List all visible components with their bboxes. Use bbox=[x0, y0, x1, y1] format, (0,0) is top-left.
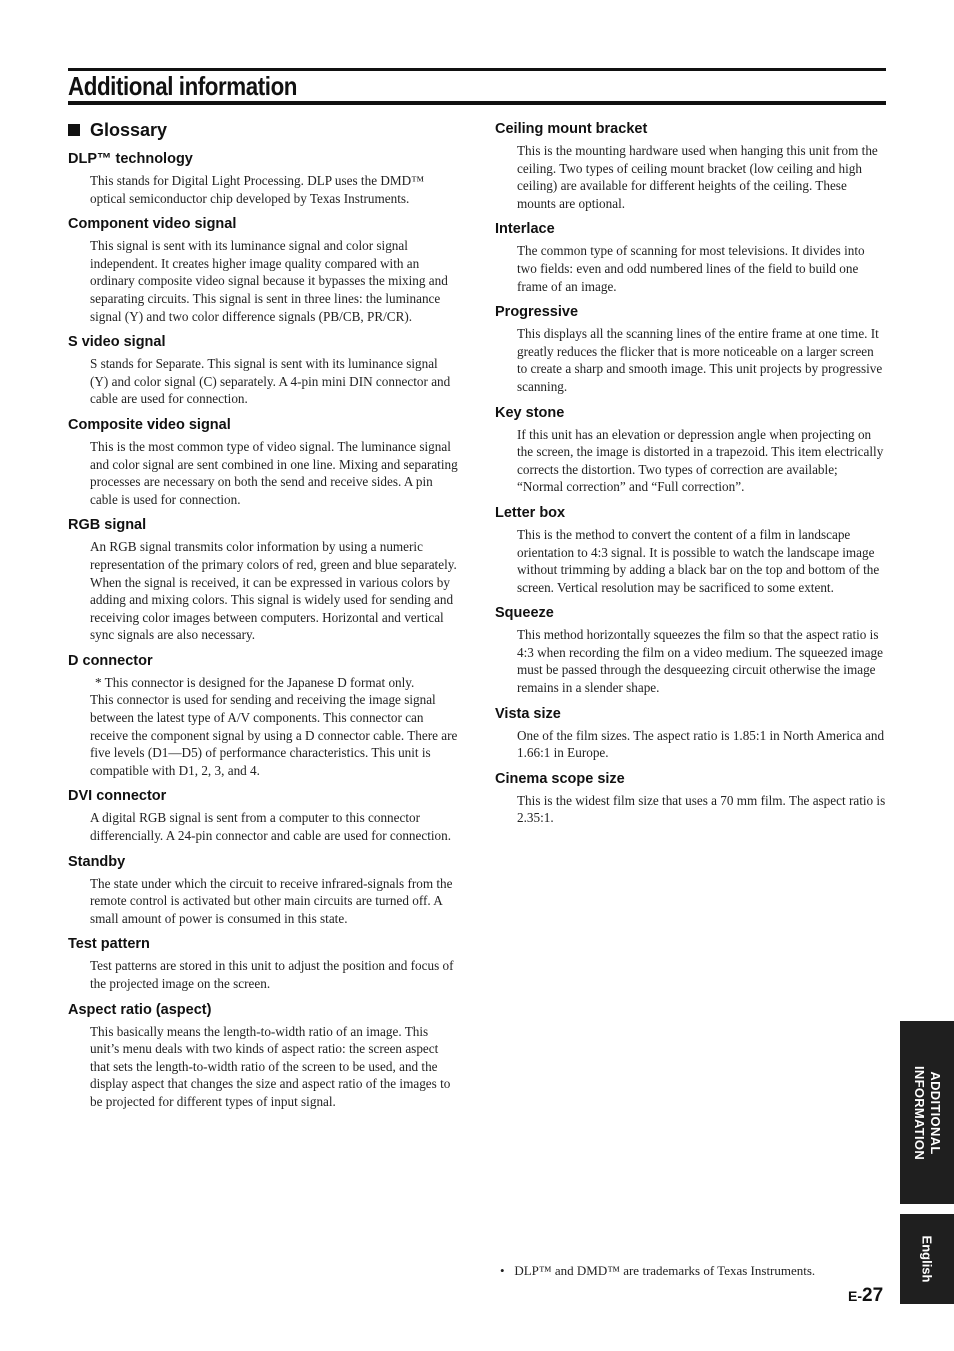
glossary-entry bbox=[68, 1001, 458, 1111]
glossary-definition: This is the most common type of video signal. The luminance signal and color signal are sent combined in one line. Mixing and separating processes are necessary on both the send and receive sides. A pin cable is used for connection. bbox=[90, 438, 458, 507]
glossary-term: DLP™ technology bbox=[68, 151, 193, 167]
glossary-entry bbox=[68, 333, 458, 408]
glossary-entry bbox=[495, 604, 887, 696]
glossary-definition: This signal is sent with its luminance signal and color signal independent. It creates higher image quality compared with an ordinary composite video signal because it bypasses the mixing and separating circuits. This signal is sent in three lines: the luminance signal (Y) and two color difference signals (PB/CB, PR/CR). bbox=[90, 238, 448, 324]
glossary-definition: This displays all the scanning lines of the entire frame at one time. It greatly reduces the flicker that is more noticeable on a larger screen to create a sharp and smooth image. This unit projects by progressive scanning. bbox=[517, 326, 883, 394]
glossary-definition: This basically means the length-to-width ratio of an image. This unit’s menu deals with two kinds of aspect ratio: the screen aspect that sets the length-to-width ratio of the screen to be used, and the display aspect that changes the size and aspect ratio of the images to be projected for different types of input signal. bbox=[90, 1023, 451, 1109]
glossary-entry bbox=[68, 652, 458, 780]
glossary-definition: One of the film sizes. The aspect ratio is 1.85:1 in North America and 1.66:1 in Europe. bbox=[517, 727, 885, 761]
glossary-term: DVI connector bbox=[68, 788, 167, 805]
glossary-definition: This is the widest film size that uses a 70 mm film. The aspect ratio is 2.35:1. bbox=[517, 792, 886, 826]
glossary-entry bbox=[495, 705, 887, 762]
glossary-definition: S stands for Separate. This signal is sent with its luminance signal (Y) and color signal (C) separately. A 4-pin mini DIN connector and cable are used for connection. bbox=[90, 356, 451, 407]
page-number-prefix: E- bbox=[848, 1288, 862, 1304]
glossary-entry bbox=[495, 303, 887, 395]
glossary-entry bbox=[68, 787, 458, 844]
footnote-bullet: • bbox=[500, 1263, 505, 1278]
page-number bbox=[848, 1285, 883, 1307]
glossary-entry bbox=[495, 504, 887, 596]
black-square-icon bbox=[68, 124, 80, 136]
glossary-definition: If this unit has an elevation or depression angle when projecting on the screen, the image is distorted in a trapezoid. This item electrically corrects the distortion. Two types of correction are available; “Normal correction” and “Full correction”. bbox=[517, 426, 884, 495]
glossary-entry bbox=[495, 770, 887, 827]
left-column bbox=[68, 118, 458, 1119]
glossary-term: Ceiling mount bracket bbox=[495, 121, 648, 137]
glossary-term: Cinema scope size bbox=[495, 770, 625, 787]
glossary-term: Vista size bbox=[495, 705, 561, 722]
glossary-definition: This stands for Digital Light Processing. DLP uses the DMD™ optical semiconductor chip developed by Texas Instruments. bbox=[90, 173, 425, 206]
glossary-term: S video signal bbox=[68, 334, 166, 351]
glossary-term: Interlace bbox=[495, 221, 555, 238]
glossary-term: Test pattern bbox=[68, 936, 150, 953]
side-tab-section-line2: INFORMATION bbox=[912, 1065, 927, 1160]
glossary-entry bbox=[495, 120, 887, 212]
glossary-definition: This connector is used for sending and receiving the image signal between the latest type of A/V components. This connector can receive the component signal by using a D connector cable. There are five levels (D1—D5) of performance characteristics. This unit is compatible with D1, 2, 3, and 4. bbox=[90, 692, 458, 778]
side-tab-section-label bbox=[911, 1065, 943, 1159]
section-heading bbox=[68, 118, 458, 142]
glossary-term: RGB signal bbox=[68, 517, 147, 534]
right-column bbox=[495, 120, 887, 835]
glossary-note: * This connector is designed for the Japanese D format only. bbox=[95, 674, 415, 690]
glossary-definition-block bbox=[68, 674, 458, 780]
side-tab-section-line1: ADDITIONAL bbox=[928, 1070, 943, 1155]
glossary-term: Squeeze bbox=[495, 605, 554, 622]
glossary-definition: This is the mounting hardware used when hanging this unit from the ceiling. Two types of ceiling mount bracket (low ceiling and high ceiling) are available for different heights of the ceiling. These mounts are optional. bbox=[517, 143, 878, 211]
glossary-entry bbox=[68, 150, 458, 207]
glossary-definition: This is the method to convert the content of a film in landscape orientation to 4:3 signal. It is possible to watch the landscape image without trimming by adding a black bar on the top and bottom of the screen. Vertical resolution may be sacrificed to some extent. bbox=[517, 526, 880, 595]
section-heading-text: Glossary bbox=[90, 120, 168, 140]
glossary-term: Letter box bbox=[495, 504, 566, 521]
glossary-definition: The common type of scanning for most televisions. It divides into two fields: even and odd numbered lines of the field to build one frame of an image. bbox=[517, 243, 865, 294]
glossary-entry bbox=[68, 935, 458, 992]
glossary-entry bbox=[495, 220, 887, 295]
side-tab-language-label: English bbox=[919, 1235, 935, 1283]
glossary-definition: The state under which the circuit to receive infrared-signals from the remote control is activated but other main circuits are turned off. A small amount of power is consumed in this state. bbox=[90, 875, 453, 926]
glossary-term: Standby bbox=[68, 853, 126, 870]
footnote-text: DLP™ and DMD™ are trademarks of Texas Instruments. bbox=[514, 1263, 816, 1278]
glossary-term: Progressive bbox=[495, 304, 579, 321]
glossary-entry bbox=[68, 215, 458, 325]
page-number-value: 27 bbox=[862, 1285, 884, 1306]
page-title: Additional information bbox=[68, 71, 298, 101]
glossary-definition: This method horizontally squeezes the film so that the aspect ratio is 4:3 when recording the film on a video medium. The squeezed image must be passed through the desqueezing circuit otherwise the image remains in a slender shape. bbox=[517, 627, 883, 696]
glossary-term: Composite video signal bbox=[68, 416, 231, 433]
glossary-definition: A digital RGB signal is sent from a computer to this connector differencially. A 24-pin connector and cable are used for connection. bbox=[90, 810, 452, 844]
glossary-entry bbox=[68, 853, 458, 928]
trademark-footnote bbox=[500, 1262, 815, 1279]
side-tab-language bbox=[900, 1214, 954, 1304]
glossary-entry bbox=[68, 416, 458, 508]
glossary-definition: Test patterns are stored in this unit to adjust the position and focus of the projected image on the screen. bbox=[90, 958, 454, 991]
glossary-term: D connector bbox=[68, 652, 153, 669]
glossary-term: Aspect ratio (aspect) bbox=[68, 1001, 212, 1018]
title-underline-rule bbox=[68, 101, 886, 105]
glossary-definition: An RGB signal transmits color information by using a numeric representation of the primary colors of red, green and blue separately. When the signal is received, it can be expressed in various colors by adding and mixing colors. This signal is widely used for sending and receiving color images between computers. Horizontal and vertical sync signals are also necessary. bbox=[90, 539, 457, 643]
glossary-term: Key stone bbox=[495, 404, 565, 421]
glossary-entry bbox=[68, 516, 458, 644]
glossary-term: Component video signal bbox=[68, 216, 237, 233]
side-tab-section bbox=[900, 1021, 954, 1204]
glossary-entry bbox=[495, 404, 887, 496]
